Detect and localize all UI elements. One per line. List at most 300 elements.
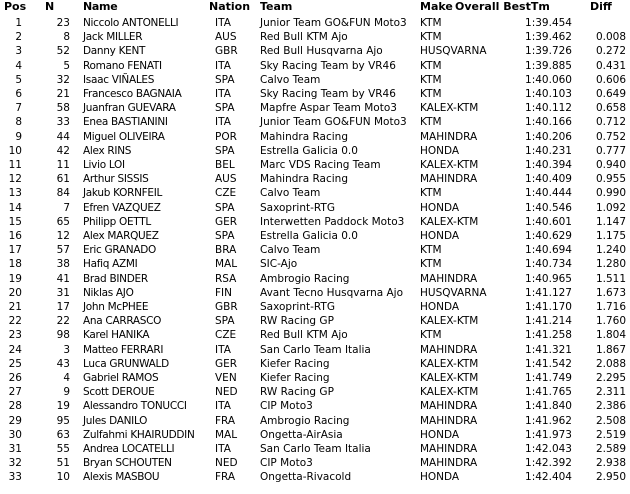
cell-best: 1:39.454 [525, 17, 572, 29]
table-row [0, 30, 630, 44]
cell-best: 1:40.103 [525, 88, 572, 100]
cell-nation: ITA [215, 443, 231, 455]
cell-name: Luca GRUNWALD [83, 357, 169, 370]
cell-nation: GER [215, 215, 238, 228]
cell-name: Alessandro TONUCCI [83, 400, 187, 413]
cell-name: Francesco BAGNAIA [83, 88, 182, 100]
cell-nation: SPA [215, 73, 235, 86]
cell-make: MAHINDRA [420, 414, 478, 427]
cell-num: 11 [56, 159, 70, 171]
cell-name: Enea BASTIANINI [83, 116, 168, 129]
cell-make: HONDA [420, 471, 460, 484]
cell-team: RW Racing GP [260, 315, 334, 328]
table-row [0, 172, 630, 186]
header-diff: Diff [590, 0, 612, 13]
cell-make: KTM [420, 17, 442, 29]
cell-name: Andrea LOCATELLI [83, 443, 175, 455]
cell-make: KTM [420, 73, 442, 86]
table-row [0, 101, 630, 115]
cell-name: Jules DANILO [83, 414, 148, 427]
cell-num: 17 [56, 301, 70, 313]
table-row [0, 16, 630, 30]
cell-num: 65 [56, 215, 70, 228]
cell-make: KALEX-KTM [420, 159, 479, 171]
cell-diff: 2.088 [595, 357, 626, 370]
table-row [0, 456, 630, 470]
cell-team: CIP Moto3 [260, 400, 313, 413]
cell-pos: 2 [15, 31, 22, 44]
cell-num: 42 [56, 144, 70, 157]
cell-name: Jack MILLER [83, 31, 143, 44]
header-nation: Nation [209, 0, 251, 13]
cell-num: 38 [56, 258, 70, 271]
cell-diff: 0.008 [595, 31, 626, 44]
cell-best: 1:40.206 [525, 130, 572, 143]
table-row [0, 201, 630, 215]
cell-nation: MAL [215, 428, 238, 441]
cell-make: MAHINDRA [420, 343, 478, 356]
cell-num: 61 [56, 173, 70, 186]
cell-best: 1:41.749 [525, 372, 572, 384]
cell-num: 23 [56, 17, 70, 29]
cell-diff: 0.606 [595, 73, 626, 86]
cell-pos: 29 [8, 414, 22, 427]
cell-make: KALEX-KTM [420, 315, 479, 328]
cell-best: 1:40.409 [525, 173, 572, 186]
cell-name: Karel HANIKA [83, 329, 150, 342]
cell-nation: GBR [215, 301, 238, 313]
table-row [0, 243, 630, 257]
cell-nation: FRA [215, 471, 236, 484]
cell-pos: 25 [8, 357, 22, 370]
cell-diff: 0.712 [595, 116, 626, 129]
cell-pos: 19 [8, 272, 22, 285]
cell-best: 1:39.462 [525, 31, 572, 44]
cell-num: 43 [56, 357, 70, 370]
cell-name: Miguel OLIVEIRA [83, 130, 165, 143]
cell-num: 9 [63, 386, 70, 399]
cell-make: KTM [420, 329, 442, 342]
cell-diff: 1.092 [595, 201, 626, 214]
cell-make: MAHINDRA [420, 400, 478, 413]
cell-num: 21 [56, 88, 70, 100]
cell-best: 1:39.726 [525, 45, 572, 58]
cell-nation: FIN [215, 286, 232, 299]
cell-nation: ITA [215, 59, 231, 72]
table-row [0, 442, 630, 456]
cell-nation: RSA [215, 272, 237, 285]
cell-name: Scott DEROUE [83, 386, 155, 399]
cell-num: 31 [56, 286, 70, 299]
cell-nation: SPA [215, 230, 235, 242]
cell-team: Calvo Team [260, 73, 321, 86]
table-row [0, 73, 630, 87]
cell-name: Alexis MASBOU [83, 471, 160, 484]
cell-num: 52 [56, 45, 70, 58]
cell-best: 1:40.629 [525, 230, 572, 242]
cell-name: Bryan SCHOUTEN [83, 457, 172, 470]
cell-name: Niccolo ANTONELLI [83, 17, 179, 29]
cell-best: 1:41.840 [525, 400, 572, 413]
table-row [0, 215, 630, 229]
cell-name: Livio LOI [83, 159, 125, 171]
cell-nation: SPA [215, 315, 235, 328]
table-row [0, 343, 630, 357]
cell-make: HONDA [420, 428, 460, 441]
cell-best: 1:40.694 [525, 244, 572, 257]
header-name: Name [83, 0, 118, 13]
cell-num: 55 [56, 443, 70, 455]
cell-pos: 28 [8, 400, 22, 413]
cell-diff: 0.431 [595, 59, 626, 72]
cell-pos: 5 [15, 73, 22, 86]
cell-nation: AUS [215, 31, 237, 44]
cell-diff: 1.804 [595, 329, 626, 342]
cell-team: CIP Moto3 [260, 457, 313, 470]
cell-team: Kiefer Racing [260, 372, 330, 384]
cell-team: Mahindra Racing [260, 173, 348, 186]
table-row [0, 385, 630, 399]
table-row [0, 399, 630, 413]
cell-team: Red Bull KTM Ajo [260, 329, 348, 342]
table-row [0, 158, 630, 172]
cell-pos: 27 [8, 386, 22, 399]
cell-diff: 2.386 [595, 400, 626, 413]
header-best-time: Overall BestTm [455, 0, 550, 13]
cell-team: Junior Team GO&FUN Moto3 [260, 17, 407, 29]
table-row [0, 130, 630, 144]
header-team: Team [260, 0, 293, 13]
cell-nation: POR [215, 130, 237, 143]
cell-make: KALEX-KTM [420, 102, 479, 115]
cell-team: Kiefer Racing [260, 357, 330, 370]
cell-name: Matteo FERRARI [83, 343, 164, 356]
cell-num: 10 [56, 471, 70, 484]
cell-diff: 0.990 [595, 187, 626, 200]
cell-nation: AUS [215, 173, 237, 186]
cell-best: 1:40.060 [525, 73, 572, 86]
cell-num: 57 [56, 244, 70, 257]
cell-num: 32 [56, 73, 70, 86]
cell-team: San Carlo Team Italia [260, 443, 371, 455]
cell-nation: CZE [215, 187, 237, 200]
cell-diff: 1.673 [595, 286, 626, 299]
table-row [0, 87, 630, 101]
cell-make: MAHINDRA [420, 457, 478, 470]
cell-best: 1:39.885 [525, 59, 572, 72]
cell-team: Calvo Team [260, 187, 321, 200]
cell-make: HONDA [420, 230, 460, 242]
cell-team: Mapfre Aspar Team Moto3 [260, 102, 397, 115]
cell-make: KALEX-KTM [420, 372, 479, 384]
cell-best: 1:41.214 [525, 315, 572, 328]
cell-pos: 31 [8, 443, 22, 455]
cell-name: Juanfran GUEVARA [83, 102, 176, 115]
table-row [0, 300, 630, 314]
table-row [0, 115, 630, 129]
cell-pos: 14 [8, 201, 22, 214]
cell-diff: 1.175 [595, 230, 626, 242]
cell-pos: 33 [8, 471, 22, 484]
cell-diff: 0.272 [595, 45, 626, 58]
cell-pos: 30 [8, 428, 22, 441]
table-row [0, 59, 630, 73]
table-row [0, 257, 630, 271]
cell-diff: 1.716 [595, 301, 626, 313]
cell-best: 1:41.170 [525, 301, 572, 313]
cell-pos: 20 [8, 286, 22, 299]
cell-diff: 0.777 [595, 144, 626, 157]
table-row [0, 414, 630, 428]
cell-diff: 1.280 [595, 258, 626, 271]
header-pos: Pos [4, 0, 27, 13]
cell-make: MAHINDRA [420, 130, 478, 143]
cell-nation: ITA [215, 400, 231, 413]
cell-nation: CZE [215, 329, 237, 342]
cell-name: Brad BINDER [83, 272, 148, 285]
cell-nation: BEL [215, 159, 235, 171]
cell-make: HUSQVARNA [420, 45, 487, 58]
cell-diff: 1.760 [595, 315, 626, 328]
cell-team: Saxoprint-RTG [260, 201, 335, 214]
table-row [0, 328, 630, 342]
cell-name: Philipp OETTL [83, 215, 151, 228]
cell-team: Ambrogio Racing [260, 414, 350, 427]
cell-best: 1:40.546 [525, 201, 572, 214]
cell-best: 1:40.444 [525, 187, 572, 200]
cell-make: HUSQVARNA [420, 286, 487, 299]
cell-num: 19 [56, 400, 70, 413]
cell-nation: NED [215, 386, 238, 399]
cell-team: Interwetten Paddock Moto3 [260, 215, 405, 228]
cell-pos: 16 [8, 230, 22, 242]
cell-make: KTM [420, 244, 442, 257]
cell-team: Ambrogio Racing [260, 272, 350, 285]
cell-diff: 2.938 [595, 457, 626, 470]
cell-best: 1:42.392 [525, 457, 572, 470]
cell-pos: 3 [15, 45, 22, 58]
cell-num: 44 [56, 130, 70, 143]
cell-team: Red Bull KTM Ajo [260, 31, 348, 44]
cell-num: 8 [63, 31, 70, 44]
cell-best: 1:40.231 [525, 144, 572, 157]
table-row [0, 272, 630, 286]
cell-team: RW Racing GP [260, 386, 334, 399]
cell-pos: 11 [8, 159, 22, 171]
cell-name: Zulfahmi KHAIRUDDIN [83, 428, 195, 441]
cell-name: Niklas AJO [83, 286, 134, 299]
cell-pos: 13 [8, 187, 22, 200]
cell-make: KTM [420, 116, 442, 129]
cell-nation: SPA [215, 144, 235, 157]
cell-make: KALEX-KTM [420, 215, 479, 228]
cell-name: Alex MARQUEZ [83, 230, 159, 242]
cell-num: 98 [56, 329, 70, 342]
cell-nation: ITA [215, 17, 231, 29]
cell-team: Ongetta-Rivacold [260, 471, 352, 484]
cell-num: 33 [56, 116, 70, 129]
cell-best: 1:41.127 [525, 286, 572, 299]
cell-best: 1:41.973 [525, 428, 572, 441]
cell-num: 63 [56, 428, 70, 441]
cell-pos: 15 [8, 215, 22, 228]
cell-make: HONDA [420, 201, 460, 214]
cell-make: KTM [420, 258, 442, 271]
cell-nation: GBR [215, 45, 238, 58]
cell-num: 7 [63, 201, 70, 214]
cell-make: KALEX-KTM [420, 357, 479, 370]
cell-make: HONDA [420, 144, 460, 157]
table-row [0, 470, 630, 484]
cell-pos: 7 [15, 102, 22, 115]
table-row [0, 357, 630, 371]
cell-pos: 32 [8, 457, 22, 470]
cell-name: Jakub KORNFEIL [83, 187, 163, 200]
cell-diff: 2.589 [595, 443, 626, 455]
cell-best: 1:42.404 [525, 471, 572, 484]
cell-team: SIC-Ajo [260, 258, 298, 271]
cell-diff: 2.311 [595, 386, 626, 399]
cell-num: 95 [56, 414, 70, 427]
cell-diff: 0.752 [595, 130, 626, 143]
cell-name: John McPHEE [83, 301, 149, 313]
cell-pos: 21 [8, 301, 22, 313]
cell-make: KTM [420, 88, 442, 100]
cell-diff: 0.649 [595, 88, 626, 100]
cell-team: Sky Racing Team by VR46 [260, 59, 396, 72]
cell-name: Gabriel RAMOS [83, 372, 159, 384]
cell-best: 1:41.542 [525, 357, 572, 370]
cell-pos: 10 [8, 144, 22, 157]
cell-nation: GER [215, 357, 238, 370]
cell-best: 1:40.112 [525, 102, 572, 115]
cell-team: Mahindra Racing [260, 130, 348, 143]
cell-pos: 24 [8, 343, 22, 356]
cell-diff: 0.658 [595, 102, 626, 115]
cell-num: 58 [56, 102, 70, 115]
cell-diff: 1.867 [595, 343, 626, 356]
cell-team: Avant Tecno Husqvarna Ajo [260, 286, 404, 299]
cell-diff: 2.295 [595, 372, 626, 384]
table-row [0, 314, 630, 328]
cell-name: Alex RINS [83, 144, 132, 157]
header-make: Make [420, 0, 453, 13]
cell-make: HONDA [420, 301, 460, 313]
cell-best: 1:40.601 [525, 215, 572, 228]
cell-pos: 26 [8, 372, 22, 384]
cell-diff: 1.511 [595, 272, 626, 285]
table-row [0, 144, 630, 158]
cell-pos: 6 [15, 88, 22, 100]
cell-pos: 18 [8, 258, 22, 271]
cell-team: Sky Racing Team by VR46 [260, 88, 396, 100]
cell-name: Romano FENATI [83, 59, 162, 72]
cell-team: Calvo Team [260, 244, 321, 257]
cell-pos: 17 [8, 244, 22, 257]
cell-name: Eric GRANADO [83, 244, 156, 257]
table-row [0, 428, 630, 442]
cell-pos: 8 [15, 116, 22, 129]
table-row [0, 44, 630, 58]
header-number: N [45, 0, 55, 13]
cell-best: 1:40.394 [525, 159, 572, 171]
cell-num: 3 [63, 343, 70, 356]
cell-nation: BRA [215, 244, 237, 257]
cell-nation: ITA [215, 88, 231, 100]
cell-best: 1:41.321 [525, 343, 572, 356]
cell-nation: NED [215, 457, 238, 470]
cell-name: Efren VAZQUEZ [83, 201, 161, 214]
cell-pos: 23 [8, 329, 22, 342]
cell-pos: 12 [8, 173, 22, 186]
cell-name: Hafiq AZMI [83, 258, 138, 271]
cell-make: KTM [420, 31, 442, 44]
cell-make: KALEX-KTM [420, 386, 479, 399]
cell-nation: SPA [215, 201, 235, 214]
cell-diff: 2.950 [595, 471, 626, 484]
cell-team: Marc VDS Racing Team [260, 159, 381, 171]
cell-team: Estrella Galicia 0.0 [260, 230, 358, 242]
cell-num: 12 [56, 230, 70, 242]
table-row [0, 286, 630, 300]
cell-best: 1:40.734 [525, 258, 572, 271]
cell-team: Junior Team GO&FUN Moto3 [260, 116, 407, 129]
cell-nation: ITA [215, 116, 231, 129]
cell-pos: 22 [8, 315, 22, 328]
cell-diff: 0.940 [595, 159, 626, 171]
cell-best: 1:42.043 [525, 443, 572, 455]
cell-best: 1:40.166 [525, 116, 572, 129]
cell-make: MAHINDRA [420, 272, 478, 285]
cell-team: Red Bull Husqvarna Ajo [260, 45, 383, 58]
cell-team: Estrella Galicia 0.0 [260, 144, 358, 157]
cell-team: San Carlo Team Italia [260, 343, 371, 356]
cell-best: 1:41.258 [525, 329, 572, 342]
cell-best: 1:41.962 [525, 414, 572, 427]
cell-num: 22 [56, 315, 70, 328]
cell-nation: ITA [215, 343, 231, 356]
cell-num: 84 [56, 187, 70, 200]
cell-nation: VEN [215, 372, 237, 384]
cell-num: 5 [63, 59, 70, 72]
cell-team: Saxoprint-RTG [260, 301, 335, 313]
cell-nation: MAL [215, 258, 238, 271]
cell-make: MAHINDRA [420, 173, 478, 186]
cell-best: 1:41.765 [525, 386, 572, 399]
cell-make: KTM [420, 187, 442, 200]
cell-diff: 2.508 [595, 414, 626, 427]
cell-name: Ana CARRASCO [83, 315, 162, 328]
cell-nation: SPA [215, 102, 235, 115]
table-row [0, 229, 630, 243]
table-row [0, 186, 630, 200]
table-header [0, 0, 630, 14]
cell-name: Danny KENT [83, 45, 146, 58]
cell-diff: 2.519 [595, 428, 626, 441]
cell-pos: 4 [15, 59, 22, 72]
cell-make: MAHINDRA [420, 443, 478, 455]
cell-team: Ongetta-AirAsia [260, 428, 343, 441]
cell-pos: 9 [15, 130, 22, 143]
cell-diff: 1.147 [595, 215, 626, 228]
cell-nation: FRA [215, 414, 236, 427]
cell-pos: 1 [15, 17, 22, 29]
cell-name: Isaac VIÑALES [83, 73, 155, 86]
cell-num: 41 [56, 272, 70, 285]
cell-best: 1:40.965 [525, 272, 572, 285]
table-row [0, 371, 630, 385]
cell-num: 4 [63, 372, 70, 384]
